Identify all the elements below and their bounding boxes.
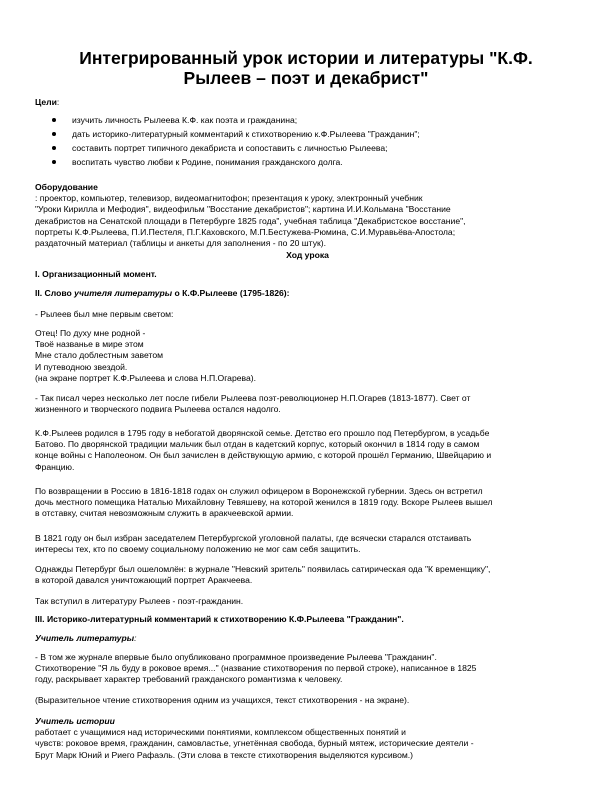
- paragraph-5: [35, 564, 580, 586]
- list-item: [50, 127, 580, 141]
- paragraph-6: Так вступил в литературу Рылеев - поэт-гражданин.: [35, 596, 244, 606]
- paragraph-line: конце войны с Наполеоном. Он был зачислен в действующую армию, с которой прошёл Германию, Швейцарию и: [35, 450, 492, 461]
- equipment-line: [35, 182, 580, 204]
- goals-label-text: Цели: [35, 97, 57, 107]
- teacher-literature-label: [35, 633, 580, 644]
- list-item: [50, 155, 580, 169]
- equipment-label: Оборудование: [35, 182, 98, 192]
- poem-line: Отец! По духу мне родной -: [35, 328, 146, 338]
- poem-line: И путеводною звездой.: [35, 361, 128, 372]
- intro-line: - Рылеев был мне первым светом:: [35, 309, 174, 319]
- paragraph-line: чувств: роковое время, гражданин, самовластье, угнетённая свобода, бурный мятеж, исторические деятели -: [35, 738, 474, 749]
- goals-list: [50, 113, 580, 169]
- goal-text: воспитать чувство любви к Родине, понимания гражданского долга.: [72, 157, 343, 167]
- title-line-1: Интегрированный урок истории и литературы "К.Ф.: [79, 48, 533, 68]
- paragraph-1: [35, 393, 580, 415]
- goals-label: Цели:: [35, 97, 60, 107]
- goal-text: дать историко-литературный комментарий к стихотворению к.Ф.Рылеева "Гражданин";: [72, 129, 420, 139]
- poem-line: (на экране портрет К.Ф.Рылеева и слова Н.П.Огарева).: [35, 372, 257, 383]
- bullet-icon: [52, 118, 56, 122]
- paragraph-9: [35, 716, 580, 761]
- bullet-icon: [52, 160, 56, 164]
- paragraph-line: [35, 716, 580, 738]
- paragraph-line: Стихотворение "Я ль буду в роковое время..." (название стихотворения по первой строке), написанное в 1825: [35, 663, 477, 674]
- goal-text: изучить личность Рылеева К.Ф. как поэта и гражданина;: [72, 115, 298, 125]
- lesson-heading: Ход урока: [286, 250, 329, 260]
- paragraph-line: В 1821 году он был избран заседателем Петербургской уголовной палаты, где всячески старался отстаивать: [35, 533, 472, 543]
- teacher-history-label: Учитель истории: [35, 716, 115, 726]
- paragraph-line: жизненного и творческого подвига Рылеева остался надолго.: [35, 404, 281, 415]
- bullet-icon: [52, 132, 56, 136]
- equipment-line: декабристов на Сенатской площади в Петербурге 1825 года", учебная таблица "Декабристское восстание",: [35, 215, 466, 226]
- paragraph-7: [35, 652, 580, 686]
- list-item: [50, 141, 580, 155]
- poem-block: [35, 328, 580, 384]
- paragraph-3: [35, 486, 580, 520]
- equipment-line: "Уроки Кирилла и Мефодия", видеофильм "Восстание декабристов"; картина И.И.Кольмана "Восстание: [35, 204, 451, 215]
- equipment-paragraph: [35, 182, 580, 249]
- goal-text: составить портрет типичного декабриста и сопоставить с личностью Рылеева;: [72, 143, 388, 153]
- paragraph-9-text: работает с учащимися над историческими понятиями, комплексом общественных понятий и: [35, 727, 406, 738]
- poem-line: Твоё названье в мире этом: [35, 339, 144, 350]
- document-title: [20, 48, 592, 88]
- teacher-literature-text: Учитель литературы: [35, 633, 135, 643]
- paragraph-line: в отставку, считая невозможным служить в аракчеевской армии.: [35, 508, 294, 519]
- bullet-icon: [52, 146, 56, 150]
- paragraph-line: - Так писал через несколько лет после гибели Рылеева поэт-революционер Н.П.Огарев (1813-1877). Свет от: [35, 393, 471, 403]
- paragraph-4: [35, 533, 580, 555]
- equipment-text: : проектор, компьютер, телевизор, видеомагнитофон; презентация к уроку, электронный учебник: [35, 193, 423, 204]
- paragraph-line: в которой давался уничтожающий портрет Аракчеева.: [35, 575, 253, 586]
- title-line-2: Рылеев – поэт и декабрист": [183, 68, 429, 88]
- section-2-heading: [35, 288, 580, 299]
- equipment-line: раздаточный материал (таблицы и анкеты для заполнения - по 20 штук).: [35, 238, 327, 249]
- section-2-emph: учителя литературы: [74, 288, 173, 298]
- list-item: [50, 113, 580, 127]
- paragraph-2: [35, 428, 580, 473]
- poem-line: Мне стало доблестным заветом: [35, 350, 164, 361]
- equipment-line: портреты К.Ф.Рылеева, П.И.Пестеля, П.Г.Каховского, М.П.Бестужева-Рюмина, С.И.Муравьёва-Апостола;: [35, 226, 456, 237]
- paragraph-line: дочь местного помещика Наталью Михайловну Тевяшеву, на которой женился в 1819 году. Вскоре Рылеев вышел: [35, 497, 493, 508]
- paragraph-line: Батово. По дворянской традиции мальчик был отдан в кадетский корпус, который окончил в 1814 году в самом: [35, 439, 480, 450]
- paragraph-line: году, раскрывает характер требований гражданского романтизма к человеку.: [35, 674, 343, 685]
- paragraph-line: К.Ф.Рылеев родился в 1795 году в небогатой дворянской семье. Детство его прошло под Петербургом, в усадьбе: [35, 428, 490, 438]
- section-2-prefix: II. Слово: [35, 288, 75, 298]
- paragraph-8: (Выразительное чтение стихотворения одним из учащихся, текст стихотворения - на экране).: [35, 695, 410, 705]
- paragraph-line: Брут Марк Юний и Риего Рафаэль. (Эти слова в тексте стихотворения выделяются курсивом.): [35, 749, 414, 760]
- paragraph-line: Однажды Петербург был ошеломлён: в журнале "Невский зритель" появилась сатирическая ода "К временщику",: [35, 564, 491, 574]
- teacher-literature-colon: :: [134, 633, 137, 643]
- paragraph-line: - В том же журнале впервые было опубликовано программное произведение Рылеева "Гражданин".: [35, 652, 437, 662]
- paragraph-line: Францию.: [35, 461, 75, 472]
- paragraph-line: По возвращении в Россию в 1816-1818 годах он служил офицером в Воронежской губернии. Здесь он встретил: [35, 486, 483, 496]
- section-1-heading: I. Организационный момент.: [35, 269, 157, 279]
- section-3-heading: III. Историко-литературный комментарий к стихотворению К.Ф.Рылеева "Гражданин".: [35, 614, 404, 624]
- paragraph-line: интересы тех, кто по своему социальному положению не мог сам себя защитить.: [35, 544, 361, 555]
- section-2-suffix: о К.Ф.Рылееве (1795-1826):: [172, 288, 290, 298]
